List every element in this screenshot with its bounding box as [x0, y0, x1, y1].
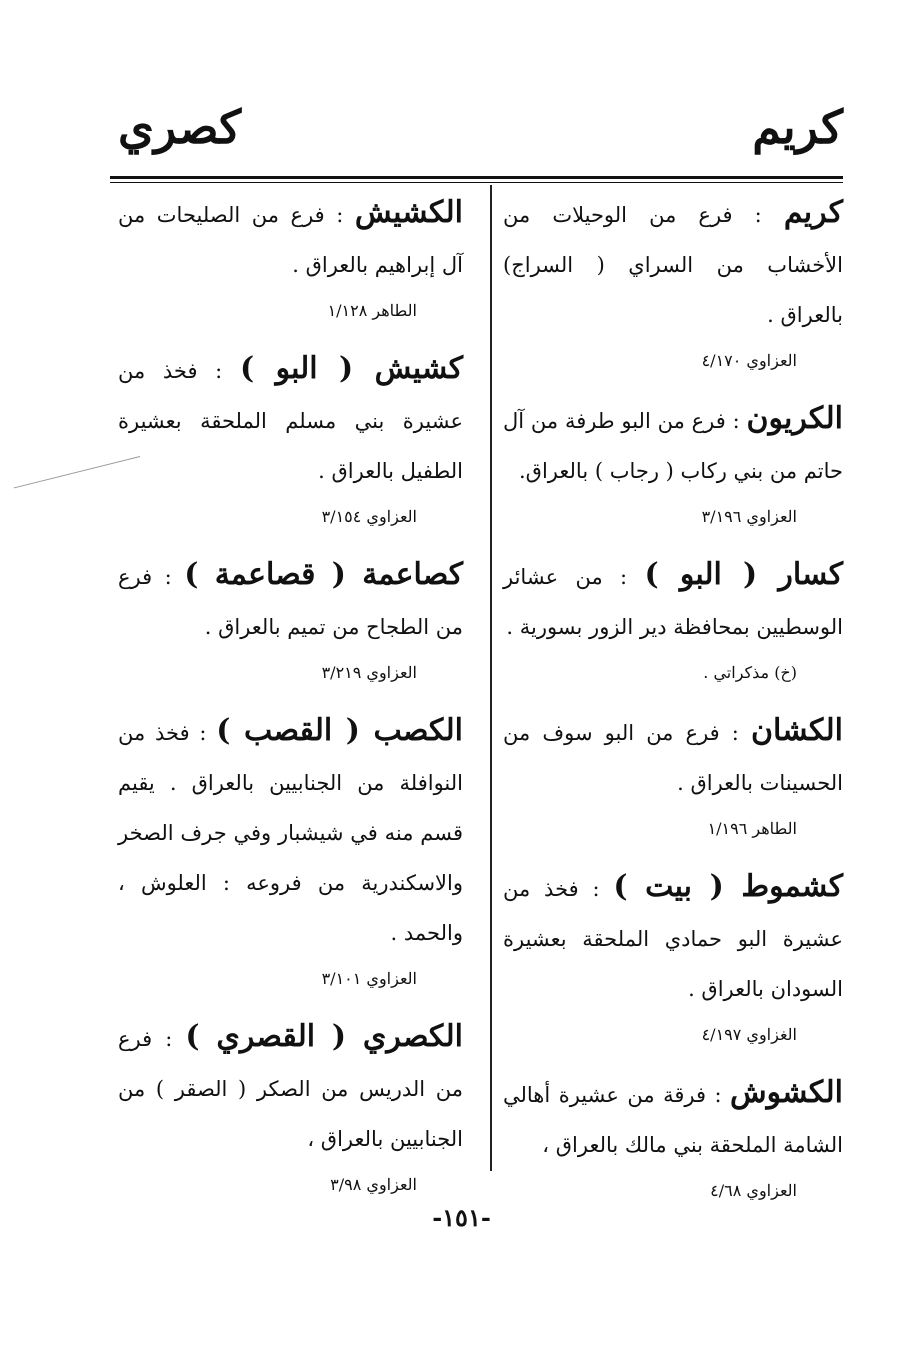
entry-text: : فرع من الصليحات من آل إبراهيم بالعراق . — [118, 203, 463, 277]
entry-text: : من عشائر الوسطيين بمحافظة دير الزور بسورية . — [503, 565, 843, 639]
column-divider — [490, 185, 492, 1171]
entry — [503, 862, 843, 1050]
entry-headword: الكشان — [751, 713, 843, 748]
entry-headword: الكصري ( القصري ) — [185, 1019, 464, 1054]
entry-headword: كشموط ( بيت ) — [613, 869, 843, 904]
right-column — [503, 188, 843, 1224]
entry-text: : فخذ من عشيرة البو حمادي الملحقة بعشيرة السودان بالعراق . — [503, 877, 843, 1001]
entry-headword: كريم — [783, 195, 843, 230]
entry — [118, 706, 463, 994]
entry-headword: كصاعمة ( قصاعمة ) — [184, 557, 463, 592]
entry-reference: العزاوي ٣/١٠١ — [321, 969, 417, 988]
entry-headword: الكريون — [746, 401, 843, 436]
entry-headword: الكصب ( القصب ) — [216, 713, 463, 748]
left-column — [118, 188, 463, 1218]
entry-reference: العزاوي ٤/١٧٠ — [701, 351, 797, 370]
entry — [503, 394, 843, 532]
entry-reference: الغزاوي ٤/١٩٧ — [701, 1025, 797, 1044]
entry-reference: العزاوي ٣/٩٨ — [330, 1175, 417, 1194]
entry — [118, 1012, 463, 1200]
entry-text: : فرقة من عشيرة أهالي الشامة الملحقة بني مالك بالعراق ، — [503, 1083, 843, 1157]
entry-reference: العزاوي ٣/١٥٤ — [321, 507, 417, 526]
running-header-right: كريم — [752, 100, 843, 154]
running-header-left: كصري — [118, 100, 242, 154]
entry — [503, 706, 843, 844]
entry-headword: الكشيش — [354, 195, 463, 230]
entry — [118, 344, 463, 532]
entry-reference: العزاوي ٤/٦٨ — [710, 1181, 797, 1200]
entry-text: : فرع من الطجاح من تميم بالعراق . — [118, 565, 463, 639]
entry — [503, 1068, 843, 1206]
entry-text: : فرع من الوحيلات من الأخشاب من السراي ( السراج) بالعراق . — [503, 203, 843, 327]
page-number: -١٥١- — [432, 1203, 491, 1232]
entry — [503, 188, 843, 376]
entry-reference: (خ) مذكراتي . — [703, 663, 797, 682]
entry-reference: العزاوي ٣/٢١٩ — [321, 663, 417, 682]
entry-reference: الطاهر ١/١٩٦ — [707, 819, 797, 838]
entry — [503, 550, 843, 688]
entry-headword: كسار ( البو ) — [644, 557, 843, 592]
header-rule-thick — [110, 176, 843, 179]
entry-text: : فرع من الدريس من الصكر ( الصقر ) من الجنابيين بالعراق ، — [118, 1027, 463, 1151]
entry-headword: الكشوش — [730, 1075, 843, 1110]
entry-text: : فرع من البو طرفة من آل حاتم من بني ركاب ( رجاب ) بالعراق. — [503, 409, 843, 483]
entry-reference: الطاهر ١/١٢٨ — [327, 301, 417, 320]
entry — [118, 188, 463, 326]
entry — [118, 550, 463, 688]
entry-headword: كشيش ( البو ) — [239, 351, 463, 386]
entry-reference: العزاوي ٣/١٩٦ — [701, 507, 797, 526]
header-rule-thin — [110, 182, 843, 183]
entry-text: : فخذ من عشيرة بني مسلم الملحقة بعشيرة الطفيل بالعراق . — [118, 359, 463, 483]
entry-text: : فخذ من النوافلة من الجنابيين بالعراق . يقيم قسم منه في شيشبار وفي جرف الصخر والاسكندرية من فروعه : العلوش ، والحمد . — [118, 721, 463, 945]
entry-text: : فرع من البو سوف من الحسينات بالعراق . — [503, 721, 843, 795]
